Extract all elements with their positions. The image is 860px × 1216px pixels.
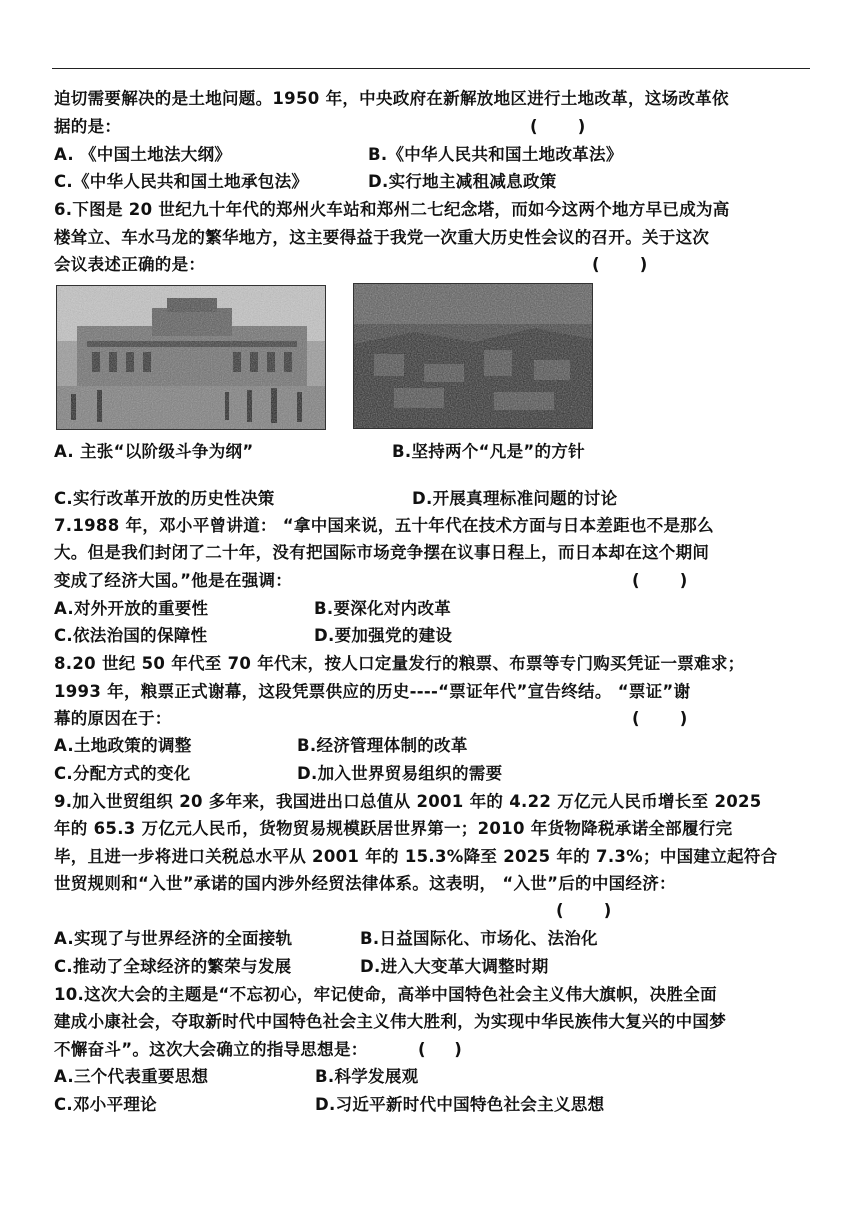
option-c: C.实行改革开放的历史性决策 (54, 489, 275, 508)
option-c: C.邓小平理论 (54, 1095, 157, 1114)
question-9-text: 年的 65.3 万亿元人民币，货物贸易规模跃居世界第一；2010 年货物降税承诺全部履行完 (54, 819, 733, 838)
erqi-tower-photo (353, 283, 593, 429)
option-d: D.进入大变革大调整时期 (360, 957, 549, 976)
option-a: A.土地政策的调整 (54, 736, 192, 755)
question-8-text: 1993 年，粮票正式谢幕，这段凭票供应的历史----“票证年代”宣告终结。 “票证”谢 (54, 682, 691, 701)
option-c: C.分配方式的变化 (54, 764, 191, 783)
question-10-text: 不懈奋斗”。这次大会确立的指导思想是： (54, 1040, 368, 1059)
option-a: A.实现了与世界经济的全面接轨 (54, 929, 293, 948)
question-5-text: 据的是： (54, 117, 122, 136)
question-6-text: 会议表述正确的是： (54, 255, 206, 274)
header-rule (52, 68, 810, 69)
option-a: A.三个代表重要思想 (54, 1067, 209, 1086)
answer-blank[interactable]: ( ) (418, 1040, 462, 1059)
option-b: B.坚持两个“凡是”的方针 (392, 442, 585, 461)
option-c: C.《中华人民共和国土地承包法》 (54, 172, 309, 191)
option-c: C.依法治国的保障性 (54, 626, 208, 645)
question-6-text: 楼耸立、车水马龙的繁华地方，这主要得益于我党一次重大历史性会议的召开。关于这次 (54, 228, 710, 247)
zhengzhou-station-photo (56, 285, 326, 430)
question-9-text: 9.加入世贸组织 20 多年来，我国进出口总值从 2001 年的 4.22 万亿元人民币增长至 2025 (54, 792, 762, 811)
question-7-text: 大。但是我们封闭了二十年，没有把国际市场竞争摆在议事日程上，而日本却在这个期间 (54, 543, 710, 562)
answer-blank[interactable]: ( ) (592, 255, 648, 274)
option-a: A.对外开放的重要性 (54, 599, 209, 618)
option-c: C.推动了全球经济的繁荣与发展 (54, 957, 292, 976)
option-a: A. 《中国土地法大纲》 (54, 145, 232, 164)
question-7-text: 变成了经济大国。”他是在强调： (54, 571, 293, 590)
option-a: A. 主张“以阶级斗争为纲” (54, 442, 254, 461)
option-d: D.要加强党的建设 (314, 626, 453, 645)
question-9-text: 世贸规则和“入世”承诺的国内涉外经贸法律体系。这表明， “入世”后的中国经济： (54, 874, 676, 893)
option-b: B.《中华人民共和国土地改革法》 (368, 145, 623, 164)
answer-blank[interactable]: ( ) (632, 709, 688, 728)
question-8-text: 幕的原因在于： (54, 709, 172, 728)
option-b: B.日益国际化、市场化、法治化 (360, 929, 598, 948)
answer-blank[interactable]: ( ) (530, 117, 586, 136)
option-d: D.开展真理标准问题的讨论 (412, 489, 618, 508)
question-5-text: 迫切需要解决的是土地问题。1950 年，中央政府在新解放地区进行土地改革，这场改革依 (54, 89, 729, 108)
question-7-text: 7.1988 年，邓小平曾讲道： “拿中国来说，五十年代在技术方面与日本差距也不是那么 (54, 516, 714, 535)
question-9-text: 毕，且进一步将进口关税总水平从 2001 年的 15.3%降至 2025 年的 7.3%；中国建立起符合 (54, 847, 778, 866)
option-b: B.科学发展观 (315, 1067, 419, 1086)
option-d: D.加入世界贸易组织的需要 (297, 764, 503, 783)
answer-blank[interactable]: ( ) (556, 901, 612, 920)
answer-blank[interactable]: ( ) (632, 571, 688, 590)
option-d: D.实行地主减租减息政策 (368, 172, 557, 191)
question-10-text: 10.这次大会的主题是“不忘初心，牢记使命，高举中国特色社会主义伟大旗帜，决胜全面 (54, 985, 717, 1004)
option-b: B.经济管理体制的改革 (297, 736, 468, 755)
option-d: D.习近平新时代中国特色社会主义思想 (315, 1095, 605, 1114)
question-10-text: 建成小康社会，夺取新时代中国特色社会主义伟大胜利，为实现中华民族伟大复兴的中国梦 (54, 1012, 726, 1031)
question-6-text: 6.下图是 20 世纪九十年代的郑州火车站和郑州二七纪念塔，而如今这两个地方早已成为高 (54, 200, 730, 219)
option-b: B.要深化对内改革 (314, 599, 452, 618)
question-8-text: 8.20 世纪 50 年代至 70 年代末，按人口定量发行的粮票、布票等专门购买凭证一票难求； (54, 654, 745, 673)
